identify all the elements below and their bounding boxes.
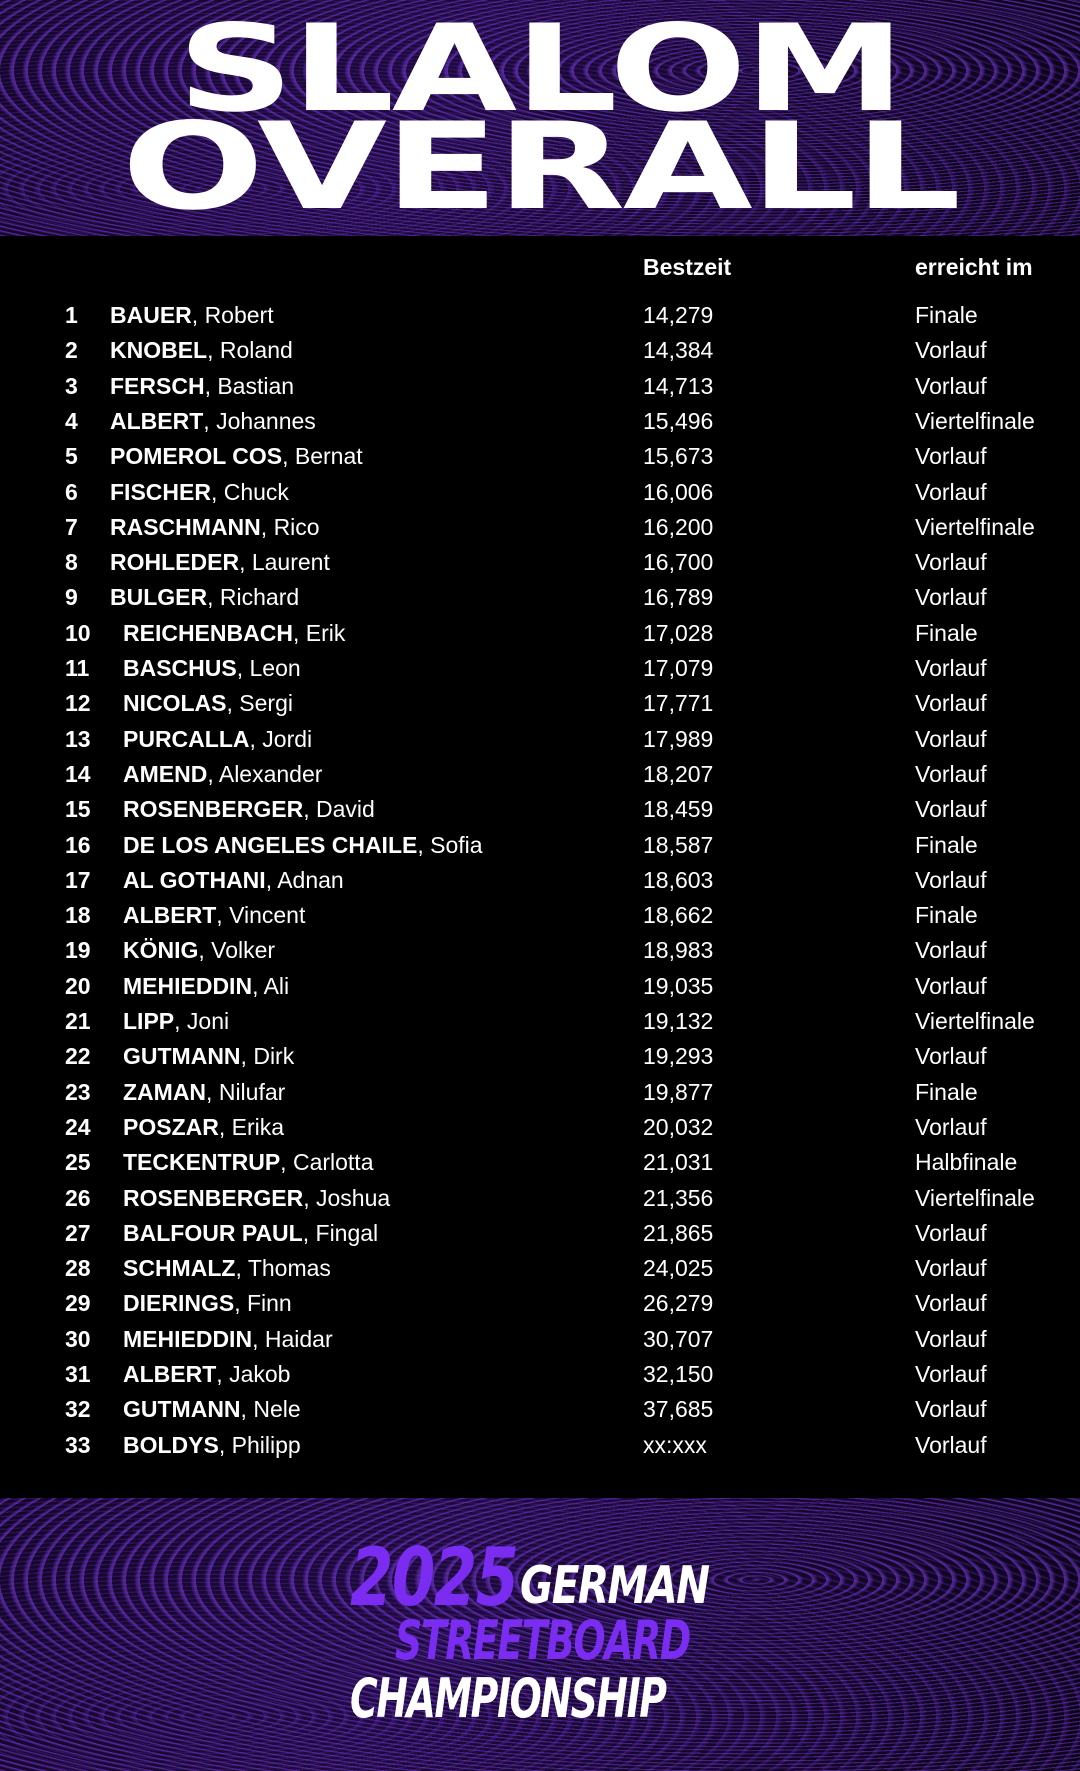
round-cell: Vorlauf [915,337,987,364]
surname-text: BULGER [110,584,208,611]
table-row [0,298,1080,333]
first-name-text: Alexander [218,760,323,787]
surname-text: MEHIEDDIN [123,1325,253,1352]
best-time-cell: 18,603 [643,866,714,893]
first-name-text: Richard [219,584,300,611]
rank-cell: 20 [65,972,91,999]
table-row [0,545,1080,580]
best-time-cell: 21,865 [643,1219,714,1246]
surname-text: FERSCH [110,372,205,399]
best-time-cell: 32,150 [643,1361,714,1387]
round-cell: Vorlauf [915,1043,987,1070]
best-time-cell: 14,713 [643,372,714,399]
surname-text: GUTMANN [123,1396,241,1423]
surname-text: BASCHUS [123,655,237,681]
table-row [0,863,1080,898]
table-row [0,510,1080,545]
logo-year: 2025 [350,1531,518,1624]
round-cell: Vorlauf [915,372,987,399]
rank-cell: 1 [65,302,78,328]
name-cell: POMEROL COS, Bernat [110,443,363,470]
table-row [0,1216,1080,1251]
surname-text: ZAMAN [123,1078,207,1105]
round-cell: Vorlauf [915,937,987,964]
surname-text: PURCALLA [123,725,250,752]
name-cell: BASCHUS, Leon [123,655,301,681]
rank-cell: 6 [65,478,78,505]
best-time-cell: 19,132 [643,1008,714,1034]
championship-logo [0,1498,1080,1771]
name-cell: POSZAR, Erika [123,1113,285,1140]
best-time-cell: 19,877 [643,1078,714,1105]
name-cell: KÖNIG, Volker [123,937,276,964]
best-time-cell: 19,035 [643,972,714,999]
first-name-text: Sergi [239,690,293,717]
rank-cell: 12 [65,690,91,717]
rank-cell: 17 [65,866,91,893]
round-cell: Vorlauf [915,443,987,470]
table-row [0,1039,1080,1074]
rank-cell: 5 [65,443,78,470]
rank-cell: 13 [65,725,91,752]
rank-cell: 23 [65,1078,91,1105]
best-time-cell: 18,662 [643,902,714,929]
surname-text: GUTMANN [123,1043,241,1070]
first-name-text: Adnan [277,866,344,893]
first-name-text: Leon [249,655,301,681]
table-row [0,333,1080,368]
name-cell: DIERINGS, Finn [123,1290,292,1317]
table-row [0,828,1080,863]
rank-cell: 27 [65,1219,91,1246]
name-cell: GUTMANN, Nele [123,1396,301,1423]
column-header-best-time: Bestzeit [643,254,732,280]
name-cell: KNOBEL, Roland [110,337,293,364]
name-cell: LIPP, Joni [123,1008,230,1034]
rank-cell: 2 [65,337,78,364]
rank-cell: 31 [65,1361,91,1387]
name-cell: ROHLEDER, Laurent [110,549,330,576]
best-time-cell: 15,673 [643,443,714,470]
round-cell: Vorlauf [915,1219,987,1246]
first-name-text: Robert [204,302,274,328]
name-cell: BAUER, Robert [110,302,274,328]
best-time-cell: 14,384 [643,337,714,364]
first-name-text: David [315,796,375,823]
best-time-cell: 14,279 [643,302,714,328]
round-cell: Viertelfinale [915,1008,1035,1034]
first-name-text: Thomas [247,1255,331,1282]
name-cell: PURCALLA, Jordi [123,725,313,752]
rank-cell: 10 [65,619,91,646]
table-row [0,1286,1080,1321]
best-time-cell: 17,989 [643,725,714,752]
round-cell: Vorlauf [915,796,987,823]
logo-streetboard: STREETBOARD [395,1609,690,1672]
round-cell: Vorlauf [915,655,987,681]
first-name-text: Laurent [251,549,330,576]
name-cell: SCHMALZ, Thomas [123,1255,331,1282]
first-name-text: Philipp [231,1431,301,1458]
name-cell: RASCHMANN, Rico [110,513,320,540]
name-cell: BOLDYS, Philipp [123,1431,301,1458]
surname-text: MEHIEDDIN [123,972,253,999]
table-row [0,1075,1080,1110]
rank-cell: 9 [65,584,78,611]
first-name-text: Sofia [430,831,483,858]
name-cell: MEHIEDDIN, Haidar [123,1325,333,1352]
round-cell: Vorlauf [915,1113,987,1140]
surname-text: AL GOTHANI [123,866,266,893]
table-row [0,933,1080,968]
name-cell: ALBERT, Vincent [123,902,306,929]
name-cell: REICHENBACH, Erik [123,619,346,646]
table-row [0,1110,1080,1145]
first-name-text: Joni [186,1008,230,1034]
round-cell: Finale [915,1078,978,1105]
surname-text: AMEND [123,760,208,787]
round-cell: Vorlauf [915,1361,987,1387]
surname-text: REICHENBACH [123,619,293,646]
round-cell: Vorlauf [915,1325,987,1352]
first-name-text: Volker [211,937,276,964]
first-name-text: Jordi [262,725,313,752]
surname-text: FISCHER [110,478,211,505]
round-cell: Finale [915,831,978,858]
rank-cell: 30 [65,1325,91,1352]
best-time-cell: 24,025 [643,1255,714,1282]
best-time-cell: 20,032 [643,1113,714,1140]
column-header-round: erreicht im [915,254,1033,280]
first-name-text: Nilufar [218,1078,286,1105]
best-time-cell: 16,789 [643,584,714,611]
rank-cell: 16 [65,831,91,858]
table-row [0,1322,1080,1357]
surname-text: SCHMALZ [123,1255,236,1282]
first-name-text: Nele [253,1396,301,1423]
best-time-cell: xx:xxx [643,1431,707,1458]
name-cell: FISCHER, Chuck [110,478,289,505]
surname-text: ROSENBERGER [123,796,304,823]
surname-text: ALBERT [123,1361,217,1387]
first-name-text: Roland [219,337,293,364]
best-time-cell: 30,707 [643,1325,714,1352]
table-row [0,722,1080,757]
best-time-cell: 18,587 [643,831,714,858]
round-cell: Vorlauf [915,1431,987,1458]
best-time-cell: 21,031 [643,1149,714,1176]
rank-cell: 14 [65,760,91,787]
round-cell: Vorlauf [915,478,987,505]
surname-text: BAUER [110,302,192,328]
table-row [0,580,1080,615]
rank-cell: 21 [65,1008,91,1034]
round-cell: Vorlauf [915,972,987,999]
table-row [0,757,1080,792]
surname-text: ROHLEDER [110,549,240,576]
table-row [0,1145,1080,1180]
name-cell: AMEND, Alexander [123,760,323,787]
rank-cell: 26 [65,1184,91,1211]
surname-text: NICOLAS [123,690,227,717]
name-cell: TECKENTRUP, Carlotta [123,1149,374,1176]
best-time-cell: 37,685 [643,1396,714,1423]
name-cell: NICOLAS, Sergi [123,690,293,717]
table-row [0,1392,1080,1427]
name-cell: ALBERT, Johannes [110,407,316,434]
best-time-cell: 17,079 [643,655,714,681]
rank-cell: 7 [65,513,78,540]
rank-cell: 22 [65,1043,91,1070]
round-cell: Viertelfinale [915,1184,1035,1211]
rank-cell: 11 [65,655,90,681]
surname-text: DE LOS ANGELES CHAILE [123,831,418,858]
table-row [0,616,1080,651]
table-row [0,1251,1080,1286]
table-row [0,369,1080,404]
first-name-text: Ali [263,972,290,999]
round-cell: Vorlauf [915,1396,987,1423]
first-name-text: Johannes [216,407,316,434]
first-name-text: Rico [273,513,320,540]
best-time-cell: 16,200 [643,513,714,540]
best-time-cell: 26,279 [643,1290,714,1317]
surname-text: RASCHMANN [110,513,261,540]
first-name-text: Erika [231,1113,285,1140]
name-cell: ALBERT, Jakob [123,1361,291,1387]
first-name-text: Bernat [294,443,363,470]
surname-text: BALFOUR PAUL [123,1219,303,1246]
best-time-cell: 16,700 [643,549,714,576]
rank-cell: 24 [65,1113,91,1140]
rank-cell: 8 [65,549,78,576]
name-cell: GUTMANN, Dirk [123,1043,295,1070]
table-row [0,1004,1080,1039]
table-row [0,404,1080,439]
surname-text: ALBERT [110,407,204,434]
round-cell: Vorlauf [915,866,987,893]
surname-text: TECKENTRUP [123,1149,281,1176]
surname-text: POSZAR [123,1113,219,1140]
surname-text: KÖNIG [123,937,199,964]
page-title-line-2: OVERALL [121,98,959,236]
results-table [0,236,1080,1498]
name-cell: MEHIEDDIN, Ali [123,972,290,999]
table-row [0,686,1080,721]
name-cell: ROSENBERGER, David [123,796,375,823]
header-banner [0,0,1080,236]
table-row [0,1428,1080,1463]
table-row [0,898,1080,933]
best-time-cell: 18,459 [643,796,714,823]
round-cell: Vorlauf [915,1255,987,1282]
rank-cell: 32 [65,1396,91,1423]
round-cell: Vorlauf [915,1290,987,1317]
best-time-cell: 18,983 [643,937,714,964]
best-time-cell: 17,028 [643,619,714,646]
table-row [0,792,1080,827]
rank-cell: 28 [65,1255,91,1282]
first-name-text: Erik [305,619,346,646]
name-cell: ZAMAN, Nilufar [123,1078,286,1105]
best-time-cell: 21,356 [643,1184,714,1211]
name-cell: ROSENBERGER, Joshua [123,1184,391,1211]
rank-cell: 19 [65,937,91,964]
name-cell: BULGER, Richard [110,584,300,611]
first-name-text: Chuck [223,478,289,505]
best-time-cell: 16,006 [643,478,714,505]
name-cell: DE LOS ANGELES CHAILE, Sofia [123,831,483,858]
round-cell: Viertelfinale [915,513,1035,540]
rank-cell: 3 [65,372,78,399]
rank-cell: 18 [65,902,91,929]
surname-text: KNOBEL [110,337,208,364]
round-cell: Vorlauf [915,725,987,752]
logo-german: GERMAN [520,1556,709,1616]
name-cell: AL GOTHANI, Adnan [123,866,344,893]
first-name-text: Bastian [217,372,295,399]
round-cell: Vorlauf [915,549,987,576]
first-name-text: Joshua [315,1184,391,1211]
name-cell: FERSCH, Bastian [110,372,295,399]
logo-championship: CHAMPIONSHIP [350,1667,666,1730]
best-time-cell: 18,207 [643,760,714,787]
surname-text: ALBERT [123,902,217,929]
first-name-text: Carlotta [292,1149,374,1176]
round-cell: Finale [915,302,978,328]
round-cell: Finale [915,619,978,646]
best-time-cell: 15,496 [643,407,714,434]
rank-cell: 25 [65,1149,91,1176]
first-name-text: Dirk [253,1043,295,1070]
table-row [0,1357,1080,1392]
name-cell: BALFOUR PAUL, Fingal [123,1219,379,1246]
table-row [0,1181,1080,1216]
first-name-text: Jakob [229,1361,291,1387]
first-name-text: Fingal [315,1219,379,1246]
surname-text: ROSENBERGER [123,1184,304,1211]
best-time-cell: 17,771 [643,690,714,717]
table-row [0,969,1080,1004]
table-row [0,651,1080,686]
table-row [0,439,1080,474]
surname-text: DIERINGS [123,1290,235,1317]
rank-cell: 33 [65,1431,91,1458]
round-cell: Halbfinale [915,1149,1018,1176]
round-cell: Vorlauf [915,760,987,787]
surname-text: BOLDYS [123,1431,219,1458]
surname-text: LIPP [123,1008,175,1034]
first-name-text: Haidar [264,1325,333,1352]
round-cell: Finale [915,902,978,929]
rank-cell: 4 [65,407,78,434]
rank-cell: 29 [65,1290,91,1317]
round-cell: Vorlauf [915,584,987,611]
first-name-text: Finn [246,1290,292,1317]
first-name-text: Vincent [229,902,306,929]
table-row [0,475,1080,510]
page-title-line-1: SLALOM [177,0,903,139]
rank-cell: 15 [65,796,91,823]
round-cell: Viertelfinale [915,407,1035,434]
best-time-cell: 19,293 [643,1043,714,1070]
surname-text: POMEROL COS [110,443,283,470]
round-cell: Vorlauf [915,690,987,717]
